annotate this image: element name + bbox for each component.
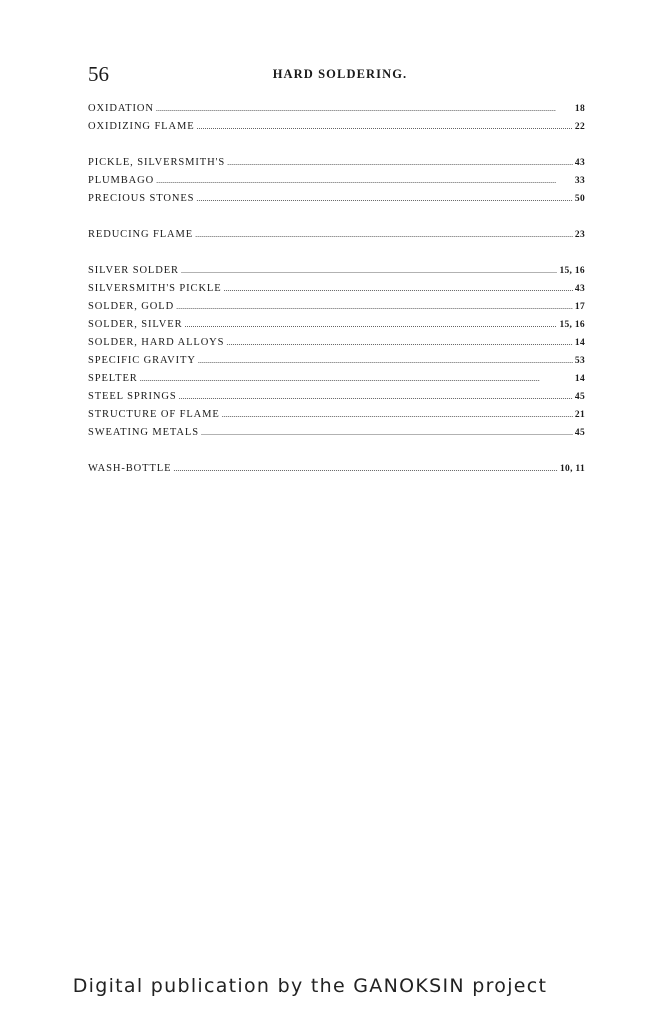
index-term: SWEATING METALS [88, 427, 199, 438]
index-entry [88, 280, 585, 298]
index-entry [88, 334, 585, 352]
index-entry [88, 118, 585, 136]
index-entry [88, 370, 585, 388]
index-group [88, 154, 585, 208]
index-pages: 45 [574, 428, 585, 438]
index-term: OXIDATION [88, 103, 154, 114]
dot-leader [140, 370, 573, 388]
dot-leader [184, 316, 557, 334]
index-pages: 43 [574, 158, 585, 168]
dot-leader [156, 172, 573, 190]
index-term: STEEL SPRINGS [88, 391, 177, 402]
index-pages: 45 [574, 392, 585, 402]
index-entry [88, 172, 585, 190]
index-group [88, 226, 585, 244]
index-entry [88, 388, 585, 406]
index-entry [88, 154, 585, 172]
index-pages: 15, 16 [559, 266, 585, 276]
index-term: SOLDER, SILVER [88, 319, 183, 330]
index-group [88, 460, 585, 478]
dot-leader [226, 334, 572, 352]
index-term: REDUCING FLAME [88, 229, 194, 240]
index-pages: 43 [574, 284, 585, 294]
index-entry [88, 460, 585, 478]
dot-leader [227, 154, 573, 172]
index-pages: 14 [574, 374, 585, 384]
index-entry [88, 424, 585, 442]
index-group [88, 100, 585, 136]
index-entry [88, 190, 585, 208]
index-term: STRUCTURE OF FLAME [88, 409, 220, 420]
dot-leader [222, 406, 573, 424]
index-pages: 10, 11 [559, 464, 585, 474]
dot-leader [196, 190, 573, 208]
dot-leader [156, 100, 573, 118]
index-term: SILVERSMITH'S PICKLE [88, 283, 222, 294]
running-title: HARD SOLDERING. [272, 67, 408, 81]
index-pages: 18 [574, 104, 585, 114]
index-entry [88, 352, 585, 370]
index-pages: 22 [574, 122, 585, 132]
dot-leader [173, 460, 558, 478]
footer-credit: Digital publication by the GANOKSIN project [72, 975, 548, 997]
index-pages: 15, 16 [559, 320, 585, 330]
dot-leader [195, 226, 573, 244]
page-number: 56 [88, 62, 109, 86]
index-pages: 53 [574, 356, 585, 366]
index-pages: 23 [574, 230, 585, 240]
index-term: WASH-BOTTLE [88, 463, 172, 474]
index-term: SOLDER, GOLD [88, 301, 175, 312]
dot-leader [179, 388, 573, 406]
dot-leader [197, 118, 573, 136]
dot-leader [176, 298, 573, 316]
index-pages: 17 [574, 302, 585, 312]
index-term: SPELTER [88, 373, 138, 384]
dot-leader [201, 424, 573, 442]
index-entry [88, 406, 585, 424]
index-entry [88, 316, 585, 334]
index-entry [88, 298, 585, 316]
index-term: PICKLE, SILVERSMITH'S [88, 157, 226, 168]
index-list [88, 100, 585, 496]
index-term: SOLDER, HARD ALLOYS [88, 337, 225, 348]
dot-leader [224, 280, 573, 298]
index-term: SPECIFIC GRAVITY [88, 355, 196, 366]
index-pages: 21 [574, 410, 585, 420]
index-term: PRECIOUS STONES [88, 193, 195, 204]
index-entry [88, 100, 585, 118]
index-entry [88, 226, 585, 244]
index-term: SILVER SOLDER [88, 265, 179, 276]
index-group [88, 262, 585, 442]
dot-leader [181, 262, 557, 280]
index-entry [88, 262, 585, 280]
index-pages: 14 [574, 338, 585, 348]
index-pages: 33 [574, 176, 585, 186]
index-pages: 50 [574, 194, 585, 204]
dot-leader [198, 352, 573, 370]
index-term: PLUMBAGO [88, 175, 155, 186]
index-term: OXIDIZING FLAME [88, 121, 195, 132]
